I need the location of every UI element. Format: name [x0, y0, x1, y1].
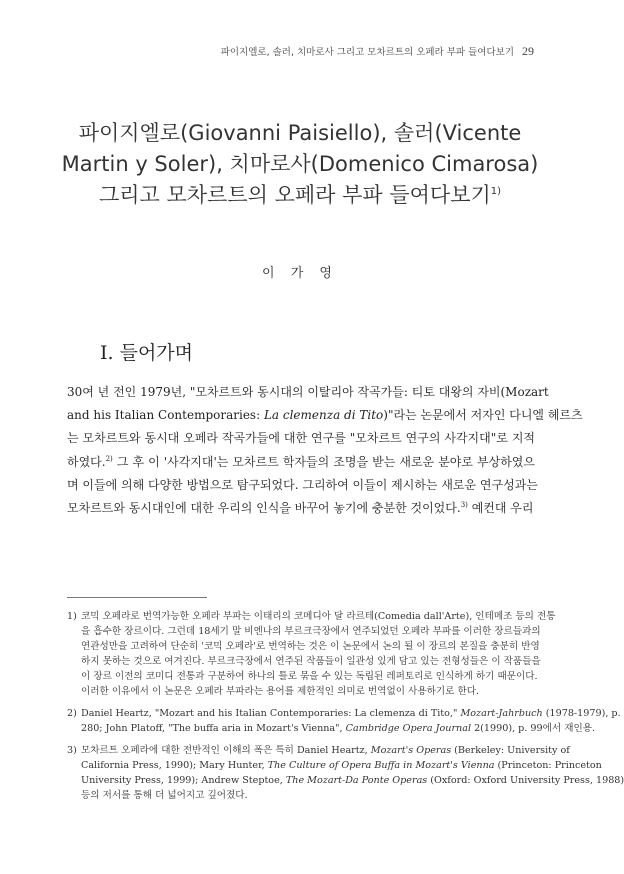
- body-line: 는 모차르트와 동시대 오페라 작곡가들에 대한 연구를 "모차르트 연구의 사각지대"로 지적: [67, 431, 535, 446]
- footnotes: [67, 609, 624, 810]
- body-line: [67, 451, 535, 474]
- title-footnote-mark: 1): [490, 186, 502, 197]
- footnote-line: [81, 721, 596, 736]
- footnote-text-run: University Press, 1999); Andrew Steptoe,: [81, 775, 286, 786]
- footnote-line: 이러한 이유에서 이 논문은 오페라 부파라는 용어를 제한적인 의미로 번역없이 사용하기로 한다.: [81, 686, 480, 697]
- footnote-ref: 3): [460, 501, 468, 510]
- footnote-ref: 2): [105, 454, 113, 463]
- running-head: [221, 44, 534, 59]
- title-line-3: [60, 180, 540, 211]
- footnote-line: 연관성만을 고려하여 단순히 '코믹 오페라'로 번역하는 것은 이 논문에서 논의 될 이 장르의 본질을 충분히 반영: [81, 641, 540, 652]
- body-line: [67, 404, 583, 427]
- title-line-1: 파이지엘로(Giovanni Paisiello), 솔러(Vicente: [78, 121, 522, 145]
- body-text-run: 예컨대 우리: [467, 501, 534, 516]
- page-number: 29: [522, 44, 534, 58]
- footnote-italic-title: The Mozart-Da Ponte Operas: [285, 775, 428, 786]
- footnote-text-run: (Oxford: Oxford University Press, 1988): [427, 775, 624, 786]
- footnote-text-run: California Press, 1990); Mary Hunter,: [81, 760, 268, 771]
- author-name: 이 가 영: [262, 266, 338, 281]
- footnote-line: [81, 773, 624, 788]
- running-head-title: 파이지엘로, 솔러, 치마로사 그리고 모차르트의 오페라 부파 들여다보기: [220, 47, 514, 58]
- footnote-line: 을 흡수한 장르이다. 그런데 18세기 말 비엔나의 부르크극장에서 연주되었던 오페라 부파를 이러한 장르들과의: [81, 626, 541, 637]
- footnote-line: 코믹 오페라로 번역가능한 오페라 부파는 이태리의 코메디아 달 라르테(Comedia dall'Arte), 인테메조 등의 전통: [81, 611, 556, 622]
- body-line: [67, 497, 535, 520]
- footnote-text-run: Daniel Heartz, "Mozart and his Italian Contemporaries: La clemenza di Tito,": [81, 708, 461, 719]
- footnote-line: [81, 758, 602, 773]
- body-paragraph: [67, 381, 583, 520]
- footnote-number: 1): [67, 611, 77, 622]
- footnote-number: 2): [67, 708, 77, 719]
- footnote-text-run: (Berkeley: University of: [451, 745, 570, 756]
- body-text-run: 하였다.: [67, 454, 106, 469]
- body-line: 며 이들에 의해 다양한 방법으로 탐구되었다. 그리하여 이들이 제시하는 새로운 연구성과는: [67, 477, 538, 492]
- footnote-text-run: (1978-1979), p.: [542, 708, 621, 719]
- section-heading: I. 들어가며: [100, 342, 194, 364]
- footnote-text-run: 2(1990), p. 99에서 재인용.: [471, 723, 596, 734]
- footnote-text-run: 모차르트 오페라에 대한 전반적인 이해의 폭은 특히 Daniel Heartz,: [81, 745, 371, 756]
- body-text-run: and his Italian Contemporaries:: [67, 408, 264, 423]
- footnote-italic-title: Cambridge Opera Journal: [345, 723, 472, 734]
- body-italic-title: La clemenza di Tito: [263, 408, 384, 423]
- title-line-3-text: 그리고 모차르트의 오페라 부파 들여다보기: [98, 183, 491, 207]
- footnote-line: 하지 못하는 것으로 여겨진다. 부르크극장에서 연주된 작품들이 일관성 있게 담고 있는 전형성들은 이 작품들을: [81, 656, 541, 667]
- footnote-3: [67, 743, 624, 803]
- footnote-italic-title: Mozart's Operas: [370, 745, 452, 756]
- footnote-divider: [67, 597, 207, 598]
- footnote-2: [67, 706, 621, 736]
- body-line: 30여 년 전인 1979년, "모차르트와 동시대의 이탈리아 작곡가들: 티토 대왕의 자비(Mozart: [67, 385, 549, 399]
- body-text-run: 모차르트와 동시대인에 대한 우리의 인식을 바꾸어 놓기에 충분한 것이었다.: [67, 501, 461, 516]
- footnote-number: 3): [67, 745, 77, 756]
- footnote-line: 등의 저서를 통해 더 넓어지고 깊어졌다.: [81, 790, 248, 801]
- footnote-line: 이 장르 이전의 코미디 전통과 구분하여 하나의 틀로 묶을 수 있는 독립된 레퍼토리로 인식하게 하기 때문이다.: [81, 671, 538, 682]
- footnote-line: [81, 706, 621, 721]
- body-text-run: )"라는 논문에서 저자인 다니엘 헤르츠: [383, 408, 583, 423]
- article-title: [60, 118, 540, 211]
- title-line-2: Martin y Soler), 치마로사(Domenico Cimarosa): [61, 152, 539, 176]
- footnote-1: [67, 609, 556, 699]
- footnote-italic-title: Mozart-Jahrbuch: [460, 708, 543, 719]
- footnote-italic-title: The Culture of Opera Buffa in Mozart's Vienna: [267, 760, 495, 771]
- footnote-text-run: 280; John Platoff, "The buffa aria in Mozart's Vienna",: [81, 723, 346, 734]
- footnote-text-run: (Princeton: Princeton: [494, 760, 602, 771]
- footnote-line: [81, 743, 570, 758]
- body-text-run: 그 후 이 '사각지대'는 모차르트 학자들의 조명을 받는 새로운 분야로 부상하였으: [112, 454, 535, 469]
